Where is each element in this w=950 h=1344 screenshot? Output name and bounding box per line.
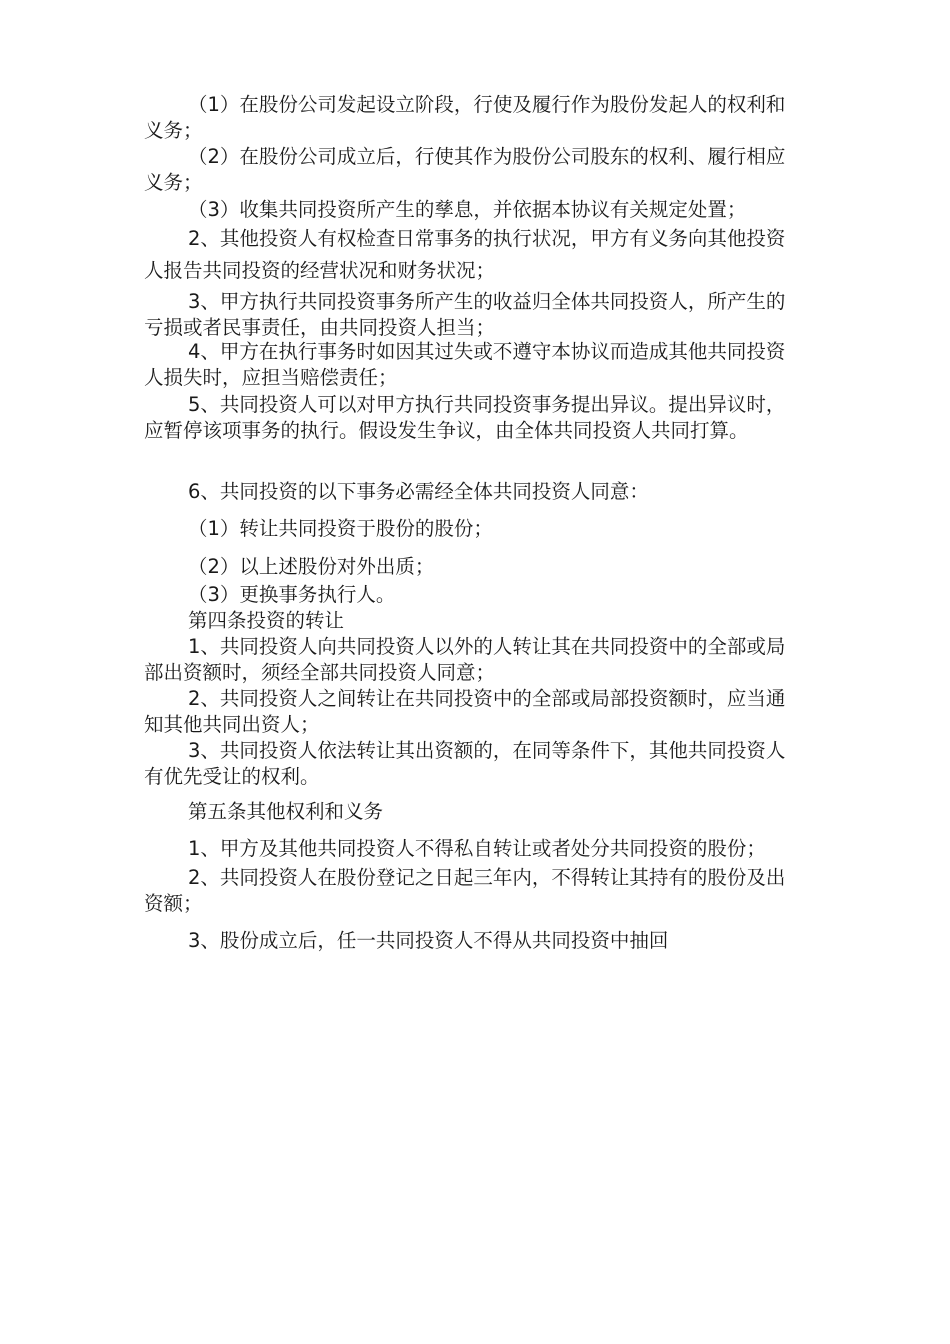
paragraph-text: 2、共同投资人在股份登记之日起三年内，不得转让其持有的股份及出资额； bbox=[144, 866, 786, 915]
paragraph bbox=[144, 223, 804, 287]
paragraph bbox=[144, 479, 804, 505]
paragraph-text: （2）在股份公司成立后，行使其作为股份公司股东的权利、履行相应义务； bbox=[144, 145, 786, 194]
paragraph bbox=[144, 582, 804, 608]
paragraph-text: （2）以上述股份对外出质； bbox=[188, 555, 435, 578]
paragraph-text: 1、甲方及其他共同投资人不得私自转让或者处分共同投资的股份； bbox=[188, 837, 766, 860]
paragraph-text: 2、共同投资人之间转让在共同投资中的全部或局部投资额时，应当通知其他共同出资人； bbox=[144, 687, 786, 736]
paragraph bbox=[144, 289, 804, 341]
paragraph-text: 3、共同投资人依法转让其出资额的，在同等条件下，其他共同投资人有优先受让的权利。 bbox=[144, 739, 786, 788]
section-heading bbox=[144, 608, 804, 634]
paragraph-text: 3、甲方执行共同投资事务所产生的收益归全体共同投资人，所产生的亏损或者民事责任，由共同投资人担当； bbox=[144, 290, 786, 339]
paragraph-text: （3）收集共同投资所产生的孳息，并依据本协议有关规定处置； bbox=[188, 198, 747, 221]
paragraph bbox=[144, 516, 804, 542]
section-heading-text: 第五条其他权利和义务 bbox=[188, 800, 384, 823]
paragraph bbox=[144, 339, 804, 391]
paragraph bbox=[144, 554, 804, 580]
paragraph-text: 2、其他投资人有权检查日常事务的执行状况，甲方有义务向其他投资人报告共同投资的经营状况和财务状况； bbox=[144, 227, 786, 282]
paragraph-text: 4、甲方在执行事务时如因其过失或不遵守本协议而造成其他共同投资人损失时，应担当赔偿责任； bbox=[144, 340, 786, 389]
paragraph bbox=[144, 686, 804, 738]
paragraph-text: （1）在股份公司发起设立阶段，行使及履行作为股份发起人的权利和义务； bbox=[144, 93, 786, 142]
paragraph bbox=[144, 392, 804, 444]
paragraph bbox=[144, 738, 804, 790]
paragraph-text: 3、股份成立后，任一共同投资人不得从共同投资中抽回 bbox=[188, 929, 669, 952]
paragraph-text: （1）转让共同投资于股份的股份； bbox=[188, 517, 493, 540]
paragraph bbox=[144, 928, 804, 954]
paragraph-text: 5、共同投资人可以对甲方执行共同投资事务提出异议。提出异议时，应暂停该项事务的执行。假设发生争议，由全体共同投资人共同打算。 bbox=[144, 393, 786, 442]
paragraph bbox=[144, 197, 804, 223]
paragraph bbox=[144, 836, 804, 862]
paragraph-text: （3）更换事务执行人。 bbox=[188, 583, 396, 606]
section-heading bbox=[144, 799, 804, 825]
section-heading-text: 第四条投资的转让 bbox=[188, 609, 345, 632]
paragraph bbox=[144, 92, 804, 144]
paragraph-text: 6、共同投资的以下事务必需经全体共同投资人同意： bbox=[188, 480, 649, 503]
paragraph bbox=[144, 634, 804, 686]
paragraph-text: 1、共同投资人向共同投资人以外的人转让其在共同投资中的全部或局部出资额时，须经全部共同投资人同意； bbox=[144, 635, 786, 684]
paragraph bbox=[144, 144, 804, 196]
paragraph bbox=[144, 865, 804, 917]
